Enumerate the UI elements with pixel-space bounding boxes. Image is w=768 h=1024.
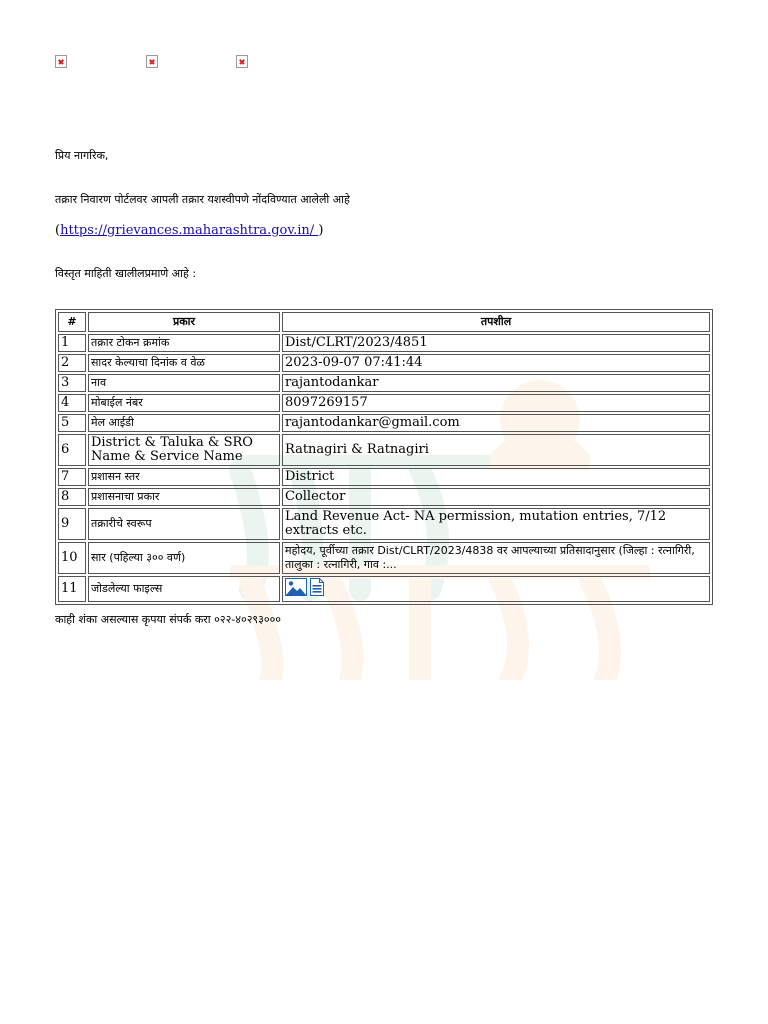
row-label: जोडलेल्या फाइल्स [88, 576, 280, 602]
table-row [58, 374, 710, 392]
attachment-icons [285, 578, 324, 596]
row-label: मोबाईल नंबर [88, 394, 280, 412]
broken-image-icon [146, 55, 158, 68]
row-number: 4 [58, 394, 86, 412]
row-label: तक्रार टोकन क्रमांक [88, 334, 280, 352]
row-number: 3 [58, 374, 86, 392]
row-number: 5 [58, 414, 86, 432]
header-details: तपशील [282, 312, 710, 332]
row-value: Land Revenue Act- NA permission, mutation entries, 7/12 extracts etc. [282, 508, 710, 540]
row-value: Ratnagiri & Ratnagiri [282, 434, 710, 466]
row-value: महोदय, पूर्वीच्या तक्रार Dist/CLRT/2023/4838 वर आपल्याच्या प्रतिसादानुसार (जिल्हा : रत्नागिरी, तालुका : रत्नागिरी, गाव :... [282, 542, 710, 574]
row-value: rajantodankar [282, 374, 710, 392]
row-number: 11 [58, 576, 86, 602]
row-label: तक्रारीचे स्वरूप [88, 508, 280, 540]
row-value: 2023-09-07 07:41:44 [282, 354, 710, 372]
table-row [58, 354, 710, 372]
row-label: सादर केल्याचा दिनांक व वेळ [88, 354, 280, 372]
row-value: District [282, 468, 710, 486]
table-row [58, 414, 710, 432]
row-number: 8 [58, 488, 86, 506]
row-value: 8097269157 [282, 394, 710, 412]
row-number: 7 [58, 468, 86, 486]
link-open-paren: ( [55, 223, 61, 238]
image-file-icon[interactable] [285, 578, 307, 596]
row-number: 6 [58, 434, 86, 466]
row-number: 9 [58, 508, 86, 540]
table-row [58, 576, 710, 602]
table-header-row [58, 312, 710, 332]
details-intro: विस्तृत माहिती खालीलप्रमाणे आहे : [55, 267, 197, 280]
greeting: प्रिय नागरिक, [55, 149, 109, 162]
row-label: सार (पहिल्या ३०० वर्ण) [88, 542, 280, 574]
table-row [58, 488, 710, 506]
row-label: प्रशासनाचा प्रकार [88, 488, 280, 506]
table-row [58, 434, 710, 466]
row-label: प्रशासन स्तर [88, 468, 280, 486]
table-row [58, 334, 710, 352]
table-row [58, 542, 710, 574]
row-value: rajantodankar@gmail.com [282, 414, 710, 432]
row-number: 10 [58, 542, 86, 574]
link-close-paren: ) [318, 223, 324, 238]
broken-image-icon [55, 55, 67, 68]
contact-footer: काही शंका असल्यास कृपया संपर्क करा ०२२-४०२९३००० [55, 613, 282, 626]
table-row [58, 394, 710, 412]
portal-link[interactable]: https://grievances.maharashtra.gov.in/ [60, 223, 319, 238]
row-label: मेल आईडी [88, 414, 280, 432]
row-value: Collector [282, 488, 710, 506]
row-number: 1 [58, 334, 86, 352]
table-row [58, 468, 710, 486]
attachments-cell [282, 576, 710, 602]
header-number: # [58, 312, 86, 332]
broken-image-icon [236, 55, 248, 68]
header-type: प्रकार [88, 312, 280, 332]
row-label: नाव [88, 374, 280, 392]
row-number: 2 [58, 354, 86, 372]
row-value: Dist/CLRT/2023/4851 [282, 334, 710, 352]
grievance-details-table [55, 309, 713, 605]
table-row [58, 508, 710, 540]
intro-text: तक्रार निवारण पोर्टलवर आपली तक्रार यशस्वीपणे नोंदविण्यात आलेली आहे [55, 193, 350, 206]
portal-link-line [55, 223, 323, 238]
document-file-icon[interactable] [310, 578, 324, 596]
row-label: District & Taluka & SRO Name & Service Name [88, 434, 280, 466]
